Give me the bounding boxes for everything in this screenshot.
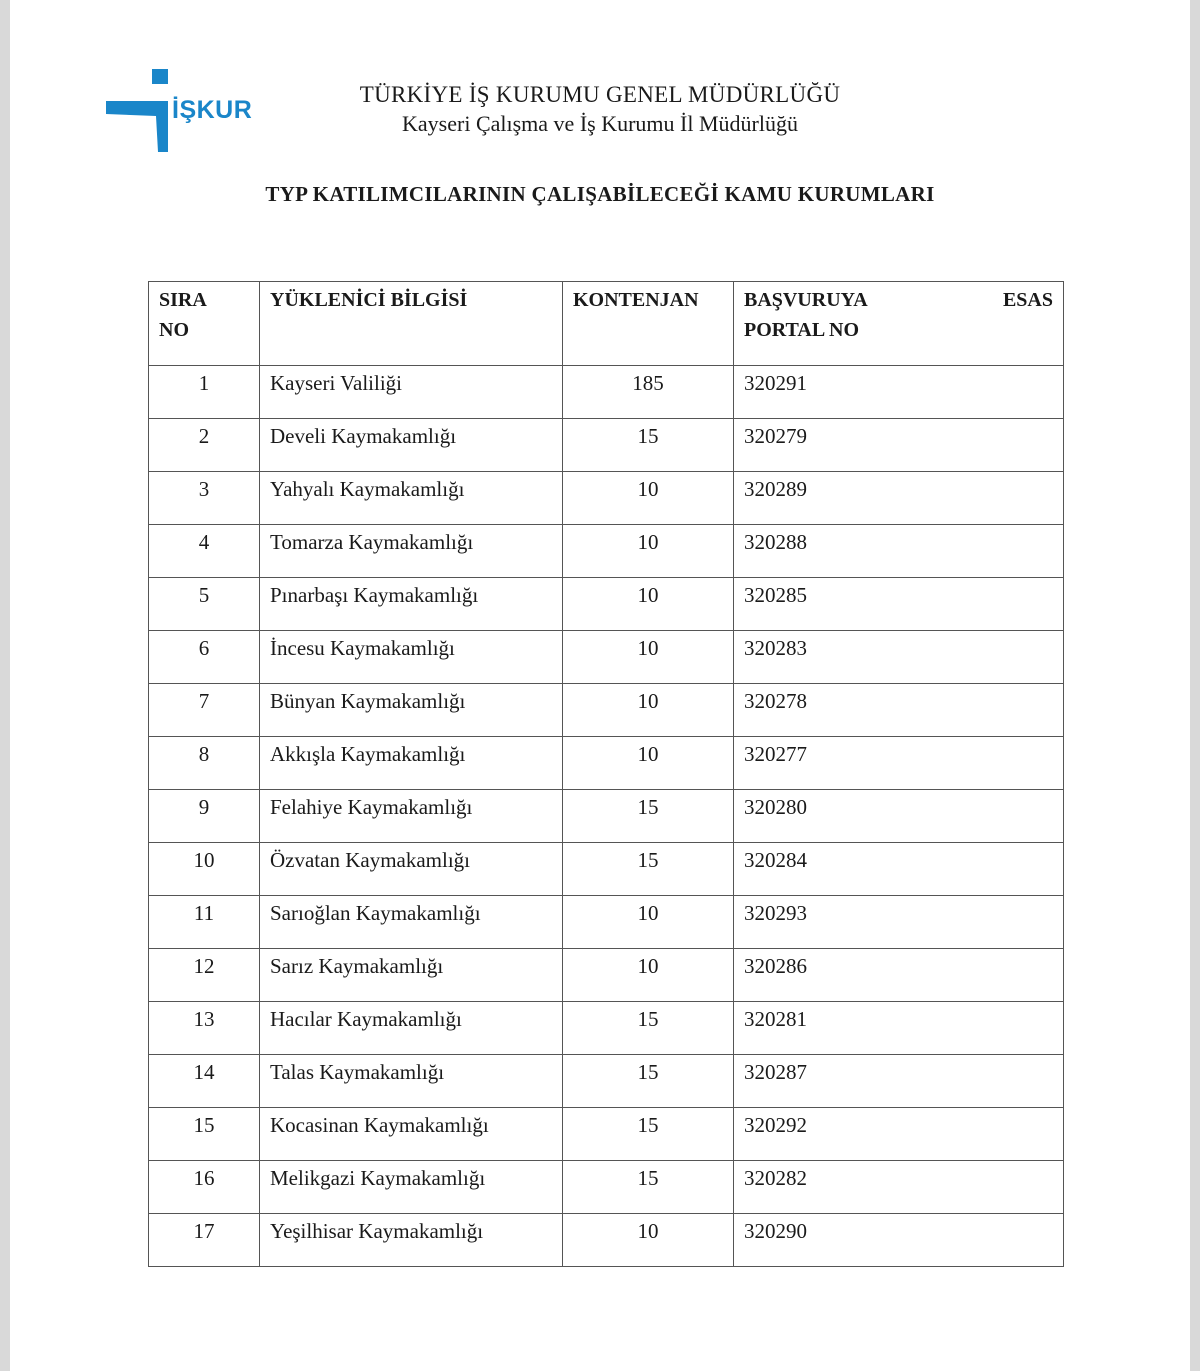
row-quota: 10 bbox=[563, 737, 734, 790]
table-row bbox=[149, 1108, 1064, 1161]
row-quota: 10 bbox=[563, 578, 734, 631]
row-institution: Akkışla Kaymakamlığı bbox=[260, 737, 563, 790]
row-quota: 10 bbox=[563, 949, 734, 1002]
table-row bbox=[149, 843, 1064, 896]
row-quota: 10 bbox=[563, 472, 734, 525]
row-portal-no: 320293 bbox=[734, 896, 1064, 949]
document-page bbox=[10, 0, 1190, 1371]
row-quota: 10 bbox=[563, 1214, 734, 1267]
row-number: 1 bbox=[149, 366, 260, 419]
row-number: 8 bbox=[149, 737, 260, 790]
table-row bbox=[149, 472, 1064, 525]
logo-text: İŞKUR bbox=[172, 96, 253, 124]
table-row bbox=[149, 578, 1064, 631]
column-header-sira-no: SIRA NO bbox=[149, 282, 260, 366]
row-institution: İncesu Kaymakamlığı bbox=[260, 631, 563, 684]
document-title: TYP KATILIMCILARININ ÇALIŞABİLECEĞİ KAMU KURUMLARI bbox=[265, 182, 935, 206]
row-quota: 15 bbox=[563, 1108, 734, 1161]
row-institution: Melikgazi Kaymakamlığı bbox=[260, 1161, 563, 1214]
row-portal-no: 320277 bbox=[734, 737, 1064, 790]
table-row bbox=[149, 525, 1064, 578]
row-institution: Kocasinan Kaymakamlığı bbox=[260, 1108, 563, 1161]
row-institution: Kayseri Valiliği bbox=[260, 366, 563, 419]
row-portal-no: 320285 bbox=[734, 578, 1064, 631]
row-portal-no: 320278 bbox=[734, 684, 1064, 737]
row-portal-no: 320290 bbox=[734, 1214, 1064, 1267]
column-header-portal-no: BAŞVURUYA ESAS PORTAL NO bbox=[734, 282, 1064, 366]
row-portal-no: 320287 bbox=[734, 1055, 1064, 1108]
row-portal-no: 320280 bbox=[734, 790, 1064, 843]
row-portal-no: 320286 bbox=[734, 949, 1064, 1002]
column-header-yuklenici: YÜKLENİCİ BİLGİSİ bbox=[260, 282, 563, 366]
org-subtitle: Kayseri Çalışma ve İş Kurumu İl Müdürlüğü bbox=[402, 111, 798, 136]
row-quota: 15 bbox=[563, 1055, 734, 1108]
row-quota: 15 bbox=[563, 1161, 734, 1214]
row-quota: 15 bbox=[563, 843, 734, 896]
row-number: 7 bbox=[149, 684, 260, 737]
table-row bbox=[149, 1214, 1064, 1267]
row-number: 13 bbox=[149, 1002, 260, 1055]
table-row bbox=[149, 1055, 1064, 1108]
row-portal-no: 320284 bbox=[734, 843, 1064, 896]
row-quota: 185 bbox=[563, 366, 734, 419]
row-institution: Sarıoğlan Kaymakamlığı bbox=[260, 896, 563, 949]
row-number: 6 bbox=[149, 631, 260, 684]
row-portal-no: 320282 bbox=[734, 1161, 1064, 1214]
table-row bbox=[149, 419, 1064, 472]
row-portal-no: 320281 bbox=[734, 1002, 1064, 1055]
iskur-logo bbox=[106, 66, 296, 158]
row-portal-no: 320292 bbox=[734, 1108, 1064, 1161]
row-quota: 10 bbox=[563, 631, 734, 684]
row-institution: Sarız Kaymakamlığı bbox=[260, 949, 563, 1002]
row-portal-no: 320279 bbox=[734, 419, 1064, 472]
column-header-kontenjan: KONTENJAN bbox=[563, 282, 734, 366]
row-number: 2 bbox=[149, 419, 260, 472]
row-quota: 10 bbox=[563, 684, 734, 737]
table-row bbox=[149, 366, 1064, 419]
row-quota: 15 bbox=[563, 1002, 734, 1055]
table-row bbox=[149, 949, 1064, 1002]
org-title: TÜRKİYE İŞ KURUMU GENEL MÜDÜRLÜĞÜ bbox=[359, 82, 841, 107]
row-portal-no: 320289 bbox=[734, 472, 1064, 525]
row-portal-no: 320283 bbox=[734, 631, 1064, 684]
row-quota: 10 bbox=[563, 525, 734, 578]
row-number: 11 bbox=[149, 896, 260, 949]
row-portal-no: 320288 bbox=[734, 525, 1064, 578]
row-institution: Yahyalı Kaymakamlığı bbox=[260, 472, 563, 525]
table-row bbox=[149, 1161, 1064, 1214]
row-number: 4 bbox=[149, 525, 260, 578]
row-institution: Develi Kaymakamlığı bbox=[260, 419, 563, 472]
institutions-table bbox=[148, 281, 1064, 1267]
row-number: 17 bbox=[149, 1214, 260, 1267]
row-number: 14 bbox=[149, 1055, 260, 1108]
row-institution: Hacılar Kaymakamlığı bbox=[260, 1002, 563, 1055]
org-header bbox=[350, 80, 850, 138]
row-number: 9 bbox=[149, 790, 260, 843]
row-institution: Yeşilhisar Kaymakamlığı bbox=[260, 1214, 563, 1267]
row-institution: Bünyan Kaymakamlığı bbox=[260, 684, 563, 737]
table-row bbox=[149, 737, 1064, 790]
row-number: 10 bbox=[149, 843, 260, 896]
iskur-emblem-icon bbox=[106, 66, 176, 158]
row-number: 3 bbox=[149, 472, 260, 525]
table-row bbox=[149, 896, 1064, 949]
row-institution: Talas Kaymakamlığı bbox=[260, 1055, 563, 1108]
row-quota: 15 bbox=[563, 790, 734, 843]
row-number: 12 bbox=[149, 949, 260, 1002]
row-quota: 10 bbox=[563, 896, 734, 949]
row-institution: Felahiye Kaymakamlığı bbox=[260, 790, 563, 843]
table-row bbox=[149, 790, 1064, 843]
table-header-row bbox=[149, 282, 1064, 366]
row-number: 5 bbox=[149, 578, 260, 631]
row-quota: 15 bbox=[563, 419, 734, 472]
table-row bbox=[149, 1002, 1064, 1055]
table-row bbox=[149, 631, 1064, 684]
row-portal-no: 320291 bbox=[734, 366, 1064, 419]
table-row bbox=[149, 684, 1064, 737]
row-institution: Tomarza Kaymakamlığı bbox=[260, 525, 563, 578]
row-number: 16 bbox=[149, 1161, 260, 1214]
row-number: 15 bbox=[149, 1108, 260, 1161]
row-institution: Pınarbaşı Kaymakamlığı bbox=[260, 578, 563, 631]
row-institution: Özvatan Kaymakamlığı bbox=[260, 843, 563, 896]
